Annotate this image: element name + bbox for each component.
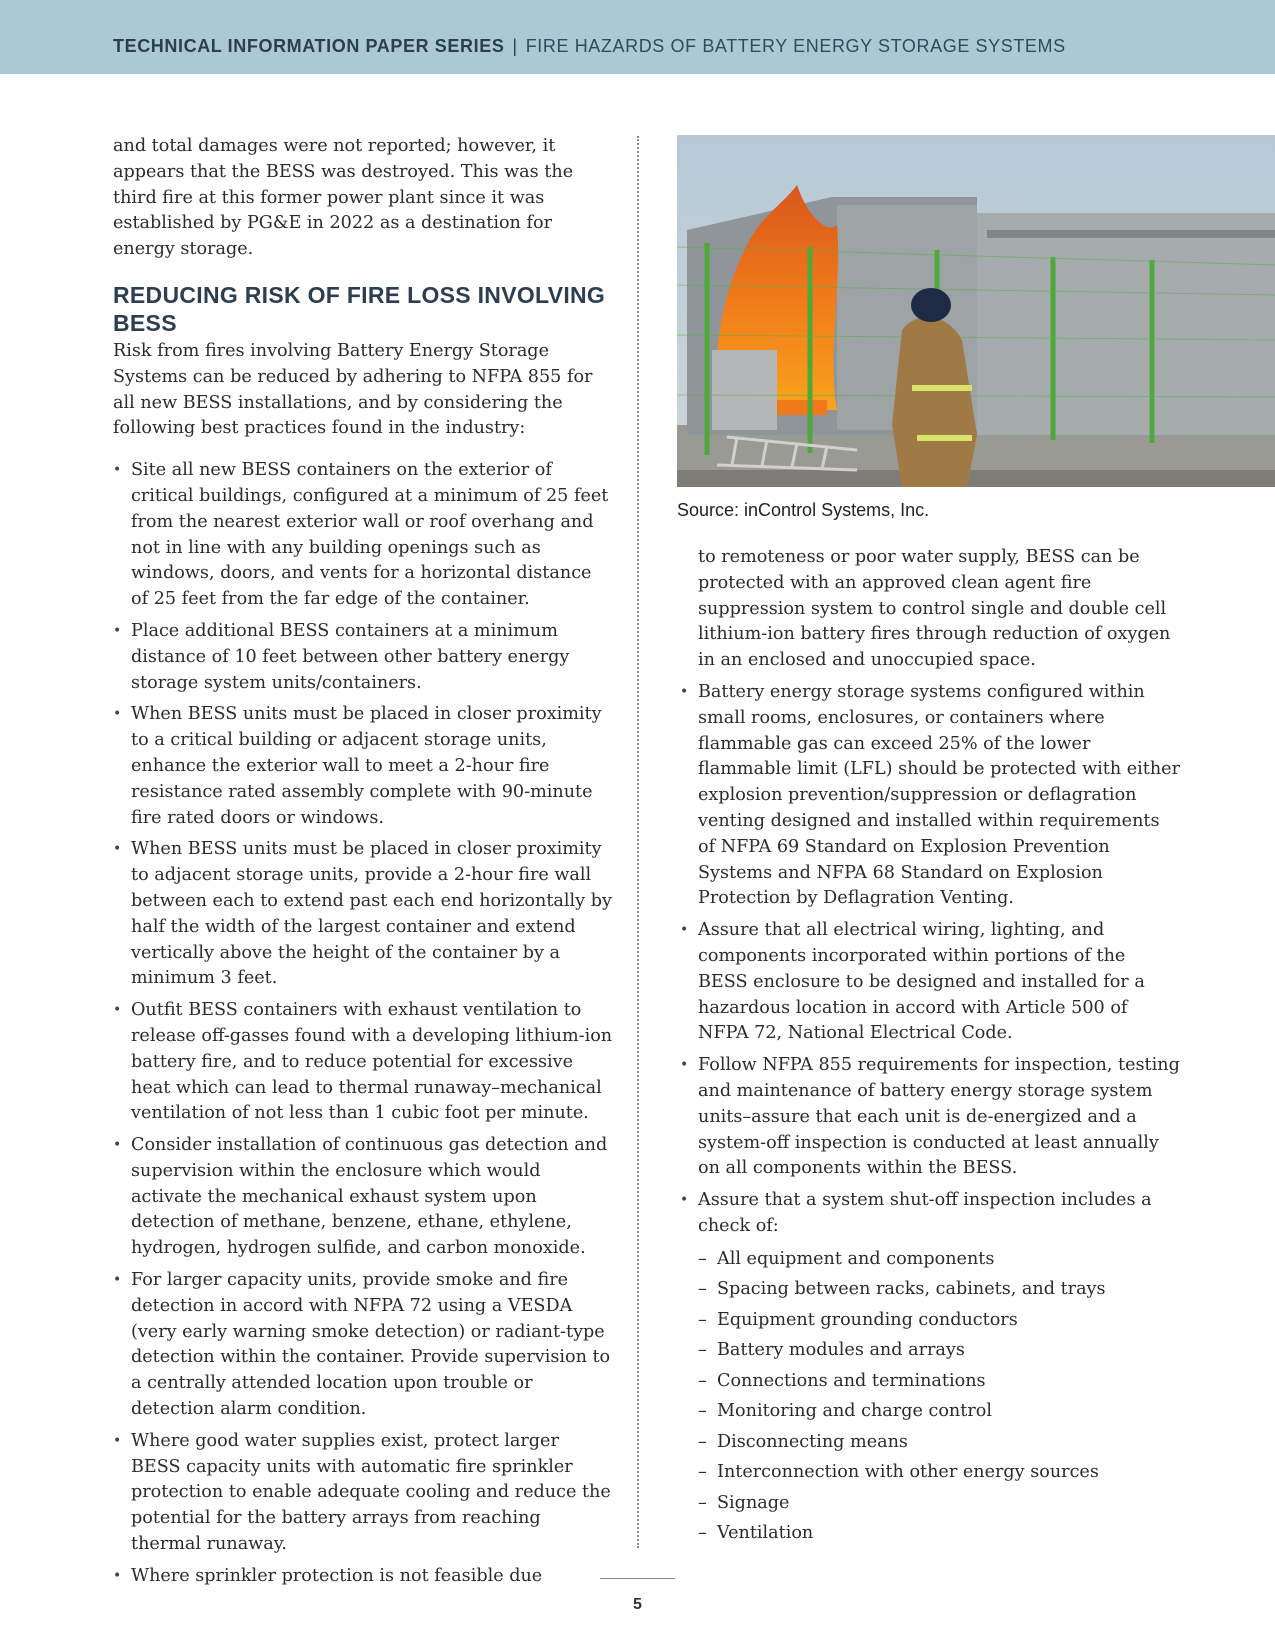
list-item: • Assure that all electrical wiring, lighting, and components incorporated within portions of the BESS enclosure to be designed and installed for a hazardous location in accord with Article 500 of NFPA 72, National Electrical Code.: [680, 918, 1180, 1047]
list-item: • Outfit BESS containers with exhaust ventilation to release off-gasses found with a developing lithium-ion battery fire, and to reduce potential for excessive heat which can lead to thermal runaway–mechanical ventilation of not less than 1 cubic foot per minute.: [113, 998, 613, 1127]
section-heading: REDUCING RISK OF FIRE LOSS INVOLVING BESS: [113, 281, 606, 336]
list-item: • Consider installation of continuous gas detection and supervision within the enclosure which would activate the mechanical exhaust system upon detection of methane, benzene, ethane, ethylene, hydrogen, hydrogen sulfide, and carbon monoxide.: [113, 1133, 613, 1262]
continuation-paragraph: to remoteness or poor water supply, BESS can be protected with an approved clean agent fire suppression system to control single and double cell lithium-ion battery fires through reduction of oxygen in an enclosed and unoccupied space.: [698, 547, 1171, 671]
checklist-item: – Battery modules and arrays: [698, 1335, 1180, 1366]
checklist-item: – Ventilation: [698, 1518, 1180, 1549]
checklist-item: – All equipment and components: [698, 1244, 1180, 1275]
page-number: 5: [633, 1596, 642, 1613]
checklist-item: – Signage: [698, 1488, 1180, 1519]
list-item: • Place additional BESS containers at a minimum distance of 10 feet between other battery energy storage system units/containers.: [113, 619, 613, 696]
list-item: • Where sprinkler protection is not feasible due: [113, 1564, 613, 1590]
list-item-text: Assure that a system shut-off inspection includes a check of:: [698, 1190, 1152, 1236]
best-practices-list: [113, 458, 613, 1589]
checklist-item: – Spacing between racks, cabinets, and trays: [698, 1274, 1180, 1305]
running-header: [113, 36, 1066, 57]
series-title: TECHNICAL INFORMATION PAPER SERIES: [113, 36, 505, 56]
list-item: • When BESS units must be placed in closer proximity to a critical building or adjacent storage units, enhance the exterior wall to meet a 2-hour fire resistance rated assembly complete with 90-minute fire rated doors or windows.: [113, 702, 613, 831]
inspection-checklist: [698, 1244, 1180, 1549]
list-item: • For larger capacity units, provide smoke and fire detection in accord with NFPA 72 using a VESDA (very early warning smoke detection) or radiant-type detection within the container. Provide supervision to a centrally attended location upon trouble or detection alarm condition.: [113, 1268, 613, 1423]
column-divider: [637, 136, 639, 1548]
list-item: • Where good water supplies exist, protect larger BESS capacity units with automatic fire sprinkler protection to enable adequate cooling and reduce the potential for the battery arrays from reaching thermal runaway.: [113, 1429, 613, 1558]
right-column: [680, 545, 1180, 1549]
checklist-item: – Connections and terminations: [698, 1366, 1180, 1397]
list-item: • Battery energy storage systems configured within small rooms, enclosures, or containers where flammable gas can exceed 25% of the lower flammable limit (LFL) should be protected with either explosion prevention/suppression or deflagration venting designed and installed within requirements of NFPA 69 Standard on Explosion Prevention Systems and NFPA 68 Standard on Explosion Protection by Deflagration Venting.: [680, 680, 1180, 912]
intro-paragraph: and total damages were not reported; however, it appears that the BESS was destroyed. This was the third fire at this former power plant since it was established by PG&E in 2022 as a destination for energy storage.: [113, 136, 574, 260]
list-item: • Follow NFPA 855 requirements for inspection, testing and maintenance of battery energy storage system units–assure that each unit is de-energized and a system-off inspection is conducted at least annually on all components within the BESS.: [680, 1053, 1180, 1182]
figure-caption: Source: inControl Systems, Inc.: [677, 500, 930, 520]
checklist-item: – Interconnection with other energy sources: [698, 1457, 1180, 1488]
checklist-item: – Monitoring and charge control: [698, 1396, 1180, 1427]
footer-rule: [600, 1578, 675, 1579]
left-column: [113, 134, 613, 1590]
checklist-item: – Equipment grounding conductors: [698, 1305, 1180, 1336]
list-item: [680, 1188, 1180, 1549]
fire-photo: [677, 135, 1275, 487]
list-item: • When BESS units must be placed in closer proximity to adjacent storage units, provide a 2-hour fire wall between each to extend past each end horizontally by half the width of the largest container and extend vertically above the height of the container by a minimum 3 feet.: [113, 837, 613, 992]
section-intro: Risk from fires involving Battery Energy Storage Systems can be reduced by adhering to NFPA 855 for all new BESS installations, and by considering the following best practices found in the industry:: [113, 340, 593, 439]
header-separator: |: [512, 36, 518, 56]
checklist-item: – Disconnecting means: [698, 1427, 1180, 1458]
list-item: • Site all new BESS containers on the exterior of critical buildings, configured at a minimum of 25 feet from the nearest exterior wall or roof overhang and not in line with any building openings such as windows, doors, and vents for a horizontal distance of 25 feet from the far edge of the container.: [113, 458, 613, 613]
document-topic: FIRE HAZARDS OF BATTERY ENERGY STORAGE SYSTEMS: [525, 36, 1066, 56]
burning-bess-image: [677, 135, 1275, 487]
best-practices-list-continued: [680, 680, 1180, 1549]
